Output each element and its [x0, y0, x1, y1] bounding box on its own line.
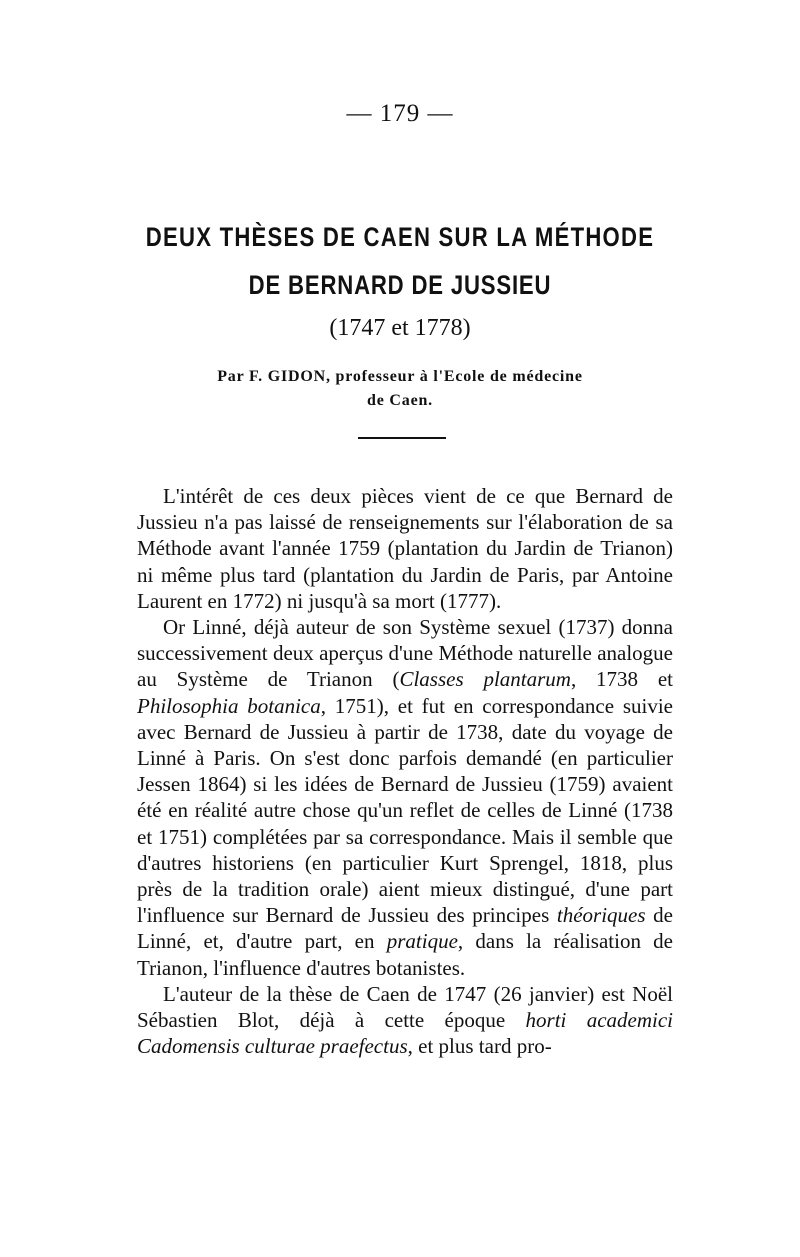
author-line-1: Par F. GIDON, professeur à l'Ecole de médecine: [217, 368, 583, 385]
paragraph-3: [137, 981, 673, 1060]
italic-term: pratique: [386, 929, 458, 954]
text-segment: , dans la réalisation de Trianon, l'influence d'autres botanistes.: [137, 929, 673, 980]
text-segment: , 1751), et fut en correspondance suivie avec Bernard de Jussieu à partir de 1738, date du voyage de Linné à Paris. On s'est donc parfois demandé (en particulier Jessen 1864) si les idées de Bernard de Jussieu (1759) avaient été en réalité autre chose qu'un reflet de celles de Linné (1738 et 1751) complétées par sa correspondance. Mais il semble que d'autres historiens (en particulier Kurt Sprengel, 1818, plus près de la tradition orale) aient mieux distingué, d'une part l'influence sur Bernard de Jussieu des principes: [137, 693, 673, 928]
text-segment: , 1738 et: [570, 667, 674, 692]
text-segment: de Linné, et, d'autre part, en: [137, 903, 673, 954]
paragraph-2: [137, 614, 673, 981]
article-body: [137, 483, 673, 1059]
author-line-2: de Caen.: [367, 392, 433, 409]
italic-title: Classes plantarum: [399, 667, 571, 692]
text-segment: , et plus tard pro-: [407, 1034, 552, 1059]
paragraph-1: L'intérêt de ces deux pièces vient de ce que Bernard de Jussieu n'a pas laissé de renseignements sur l'élaboration de sa Méthode avant l'année 1759 (plantation du Jardin de Trianon) ni même plus tard (plantation du Jardin de Paris, par Antoine Laurent en 1772) ni jusqu'à sa mort (1777).: [137, 484, 673, 613]
article-dates: (1747 et 1778): [329, 315, 471, 341]
italic-latin-phrase: horti academici Cadomensis culturae praefectus: [137, 1008, 673, 1059]
italic-term: théoriques: [556, 903, 646, 928]
separator-rule: [358, 437, 446, 439]
text-segment: Or Linné, déjà auteur de son Système sexuel (1737) donna successivement deux aperçus d'une Méthode naturelle analogue au Système de Trianon (: [137, 615, 673, 692]
article-title-line-1: DEUX THÈSES DE CAEN SUR LA MÉTHODE: [145, 222, 655, 252]
text-segment: L'auteur de la thèse de Caen de 1747 (26 janvier) est Noël Sébastien Blot, déjà à cette époque: [137, 981, 673, 1033]
article-title-line-2: DE BERNARD DE JUSSIEU: [248, 270, 552, 300]
italic-title: Philosophia botanica: [137, 693, 321, 718]
page-number: — 179 —: [346, 100, 454, 127]
